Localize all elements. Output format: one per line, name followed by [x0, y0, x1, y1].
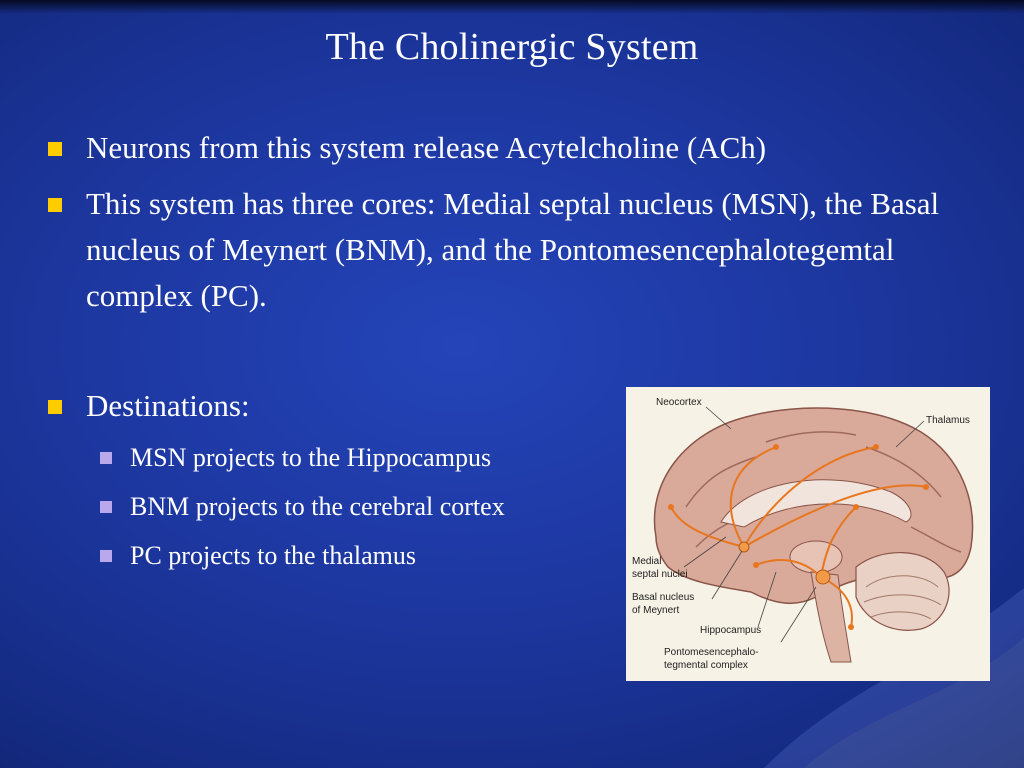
label-thalamus: Thalamus [926, 415, 970, 426]
label-neocortex: Neocortex [656, 397, 702, 408]
square-sub-bullet-icon [100, 452, 112, 464]
bullet-item [48, 181, 948, 319]
slide-title: The Cholinergic System [325, 26, 699, 68]
label-ponto-1: Pontomesencephalo- [664, 647, 759, 658]
bullet-item [48, 125, 948, 171]
brain-sagittal-diagram [626, 387, 990, 681]
square-bullet-icon [48, 400, 62, 414]
ponto-complex-marker [816, 570, 830, 584]
thalamus-region [790, 541, 842, 573]
bullet-text: Neurons from this system release Acytelcholine (ACh) [86, 130, 767, 165]
label-medial-septal-1: Medial [632, 556, 662, 567]
square-sub-bullet-icon [100, 501, 112, 513]
label-hippocampus: Hippocampus [700, 625, 762, 636]
label-basal-2: of Meynert [632, 605, 680, 616]
basal-nucleus-marker [739, 542, 749, 552]
sub-bullet-text: PC projects to the thalamus [130, 541, 416, 570]
label-basal-1: Basal nucleus [632, 592, 695, 603]
sub-bullet-text: BNM projects to the cerebral cortex [130, 492, 505, 521]
bullet-text: This system has three cores: Medial septal nucleus (MSN), the Basal nucleus of Meynert (BNM), and the Pontomesencephalotegemtal complex (PC). [86, 186, 940, 313]
label-ponto-2: tegmental complex [664, 660, 748, 671]
brainstem [811, 572, 851, 662]
square-sub-bullet-icon [100, 550, 112, 562]
bullet-text: Destinations: [86, 388, 250, 423]
square-bullet-icon [48, 198, 62, 212]
square-bullet-icon [48, 142, 62, 156]
cerebellum [856, 553, 949, 631]
top-shadow-band [0, 0, 1024, 14]
sub-bullet-text: MSN projects to the Hippocampus [130, 443, 492, 472]
label-medial-septal-2: septal nuclei [632, 569, 688, 580]
brain-illustration [626, 387, 990, 681]
